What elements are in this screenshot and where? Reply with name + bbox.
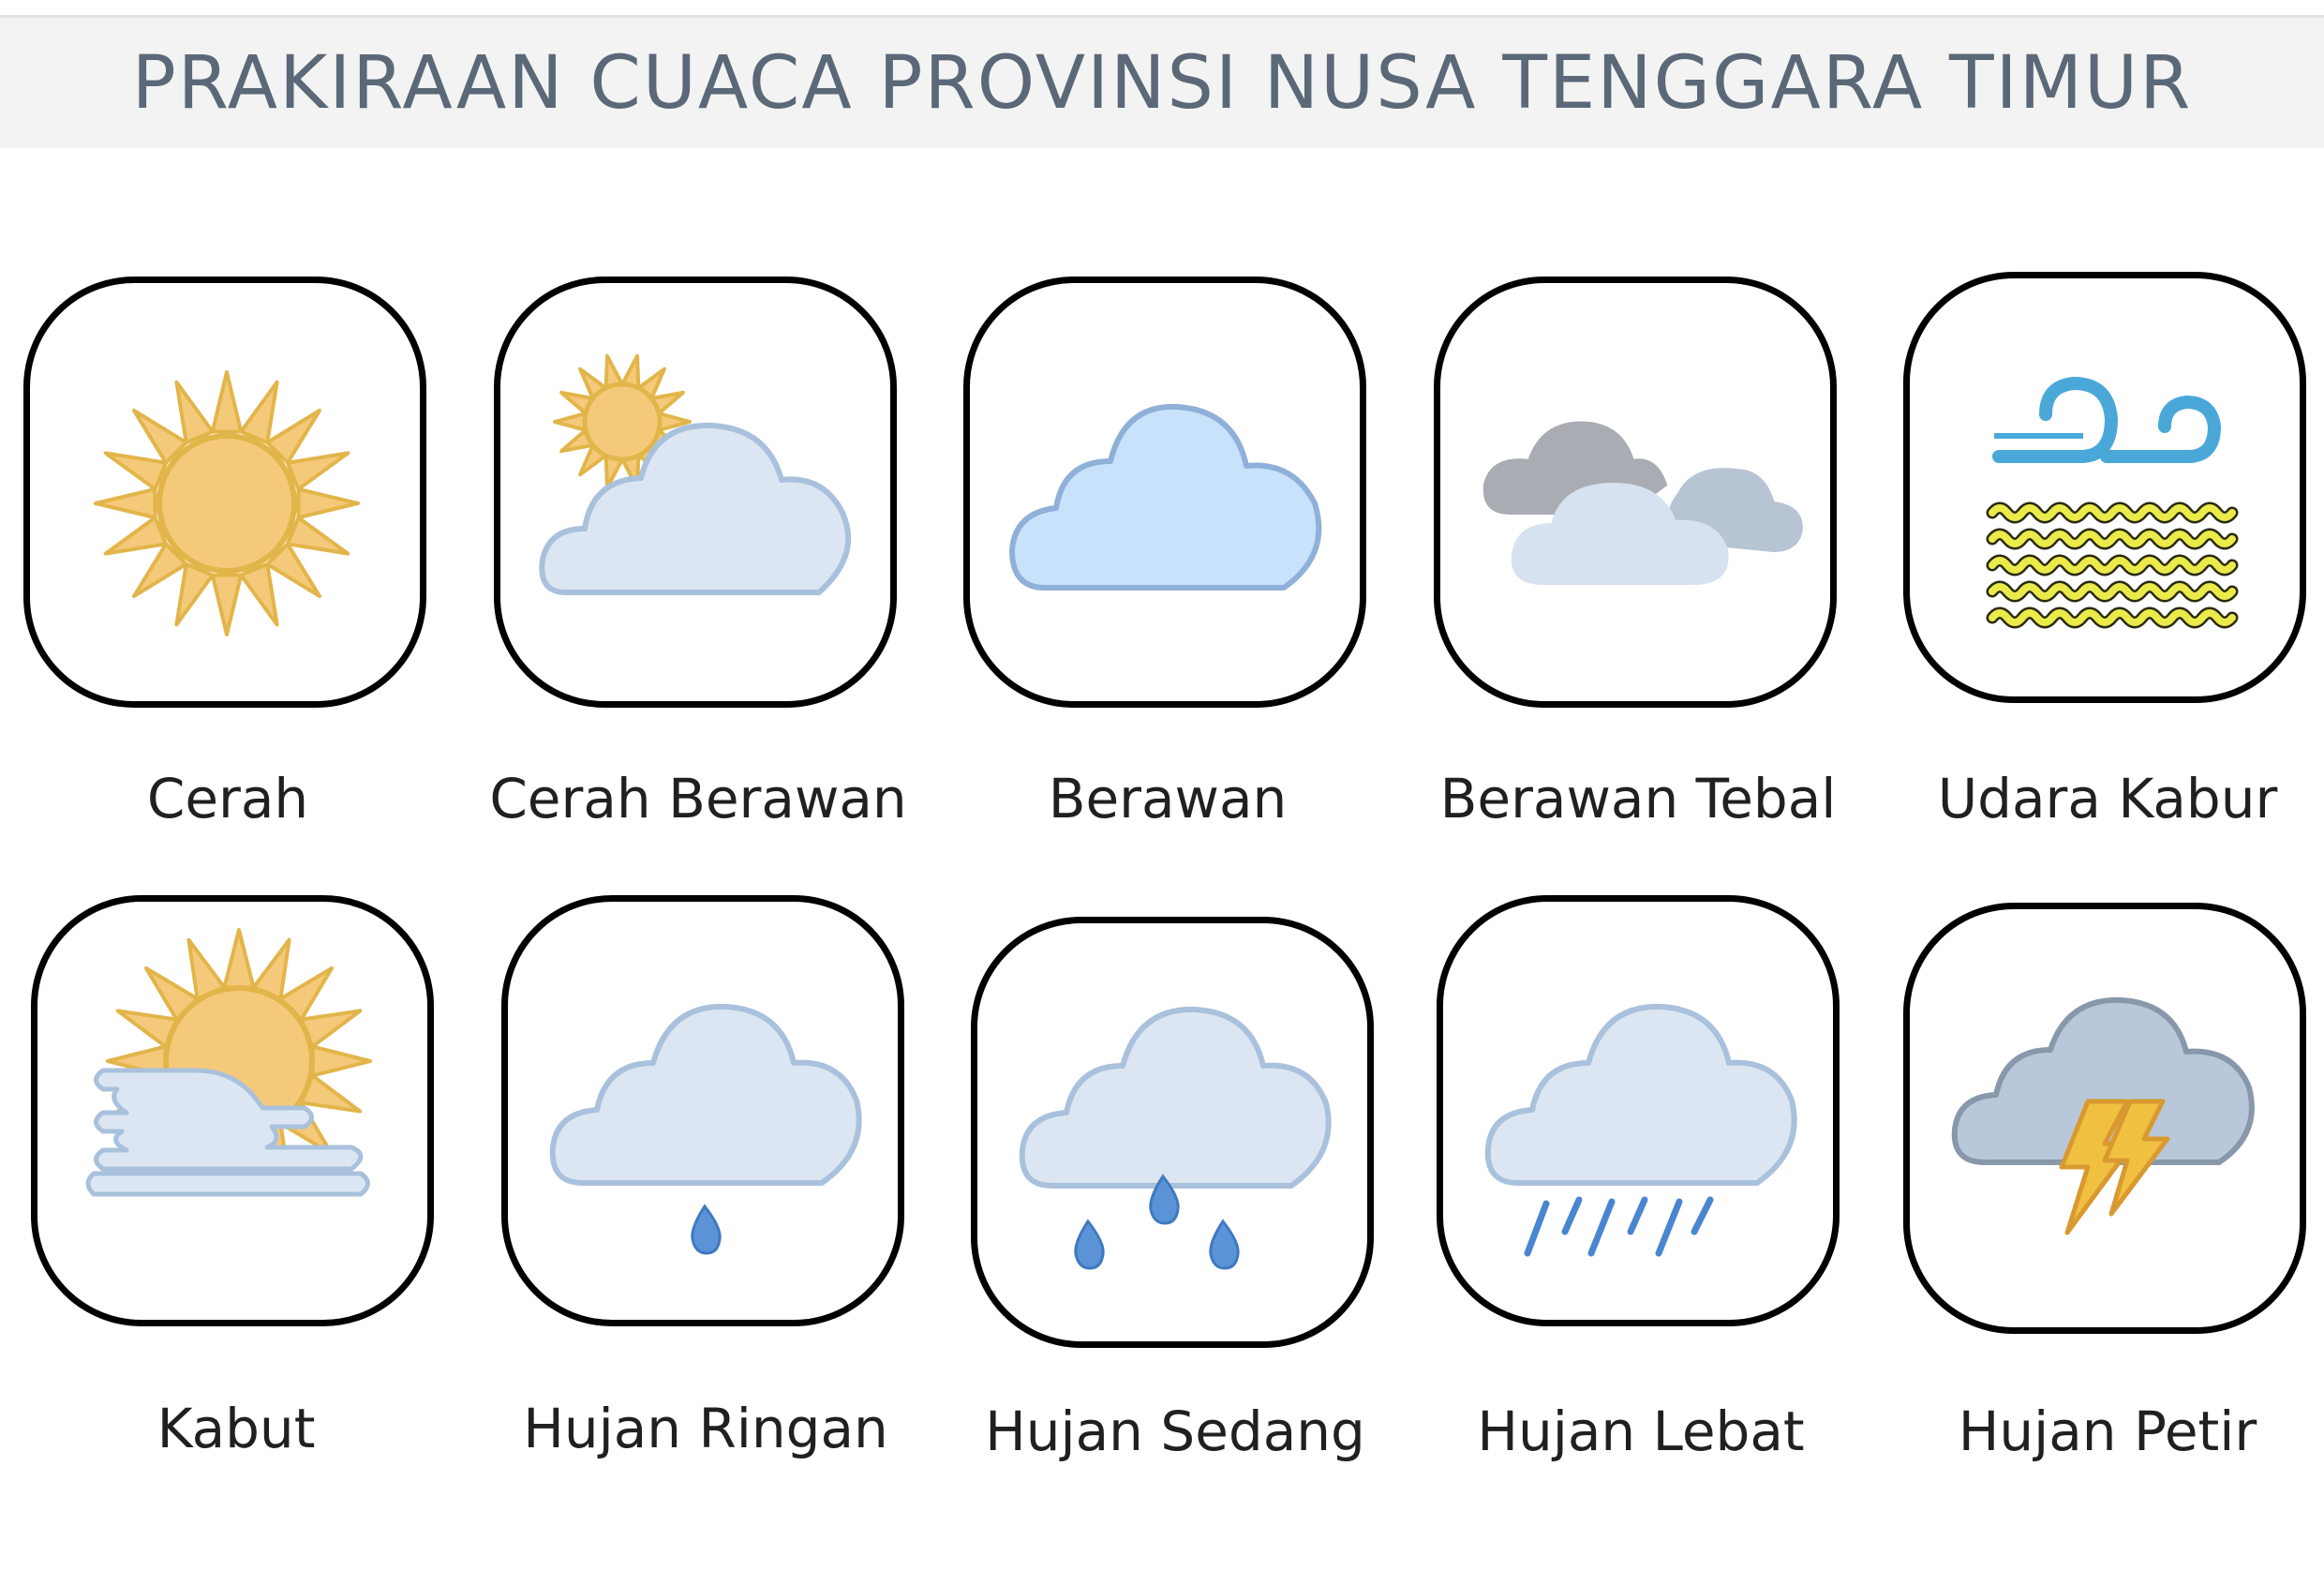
weather-label-hujan-petir: Hujan Petir <box>1958 1399 2257 1463</box>
weather-label-berawan: Berawan <box>1048 767 1288 830</box>
weather-label-hujan-lebat: Hujan Lebat <box>1477 1399 1805 1463</box>
page-title: PRAKIRAAN CUACA PROVINSI NUSA TENGGARA TIMUR <box>131 40 2193 126</box>
haze-wind-icon <box>1910 278 2300 696</box>
weather-label-cerah-berawan: Cerah Berawan <box>489 767 907 830</box>
sun-behind-cloud-icon <box>500 283 890 701</box>
weather-tile-cerah-berawan <box>494 277 897 708</box>
weather-tile-kabut <box>31 895 434 1326</box>
weather-label-berawan-tebal: Berawan Tebal <box>1439 767 1837 830</box>
weather-label-cerah: Cerah <box>146 767 309 830</box>
moderate-rain-icon <box>977 923 1367 1341</box>
weather-tile-hujan-lebat <box>1437 895 1840 1326</box>
weather-tile-hujan-ringan <box>501 895 904 1326</box>
weather-label-kabut: Kabut <box>156 1397 316 1460</box>
weather-tile-hujan-sedang <box>971 917 1374 1348</box>
thunderstorm-icon <box>1910 909 2300 1327</box>
weather-tile-berawan <box>963 277 1366 708</box>
cloud-icon <box>970 283 1360 701</box>
overcast-clouds-icon <box>1440 283 1830 701</box>
light-rain-icon <box>508 902 898 1320</box>
header-bar <box>0 18 2324 148</box>
weather-tile-hujan-petir <box>1903 903 2306 1334</box>
sun-icon <box>30 283 420 701</box>
fog-sun-icon <box>37 902 427 1320</box>
heavy-rain-icon <box>1443 902 1833 1320</box>
weather-tile-cerah <box>23 277 426 708</box>
weather-label-hujan-sedang: Hujan Sedang <box>985 1399 1365 1463</box>
weather-tile-udara-kabur <box>1903 272 2306 703</box>
weather-tile-berawan-tebal <box>1434 277 1837 708</box>
weather-label-udara-kabur: Udara Kabur <box>1937 767 2278 830</box>
weather-label-hujan-ringan: Hujan Ringan <box>523 1397 888 1460</box>
